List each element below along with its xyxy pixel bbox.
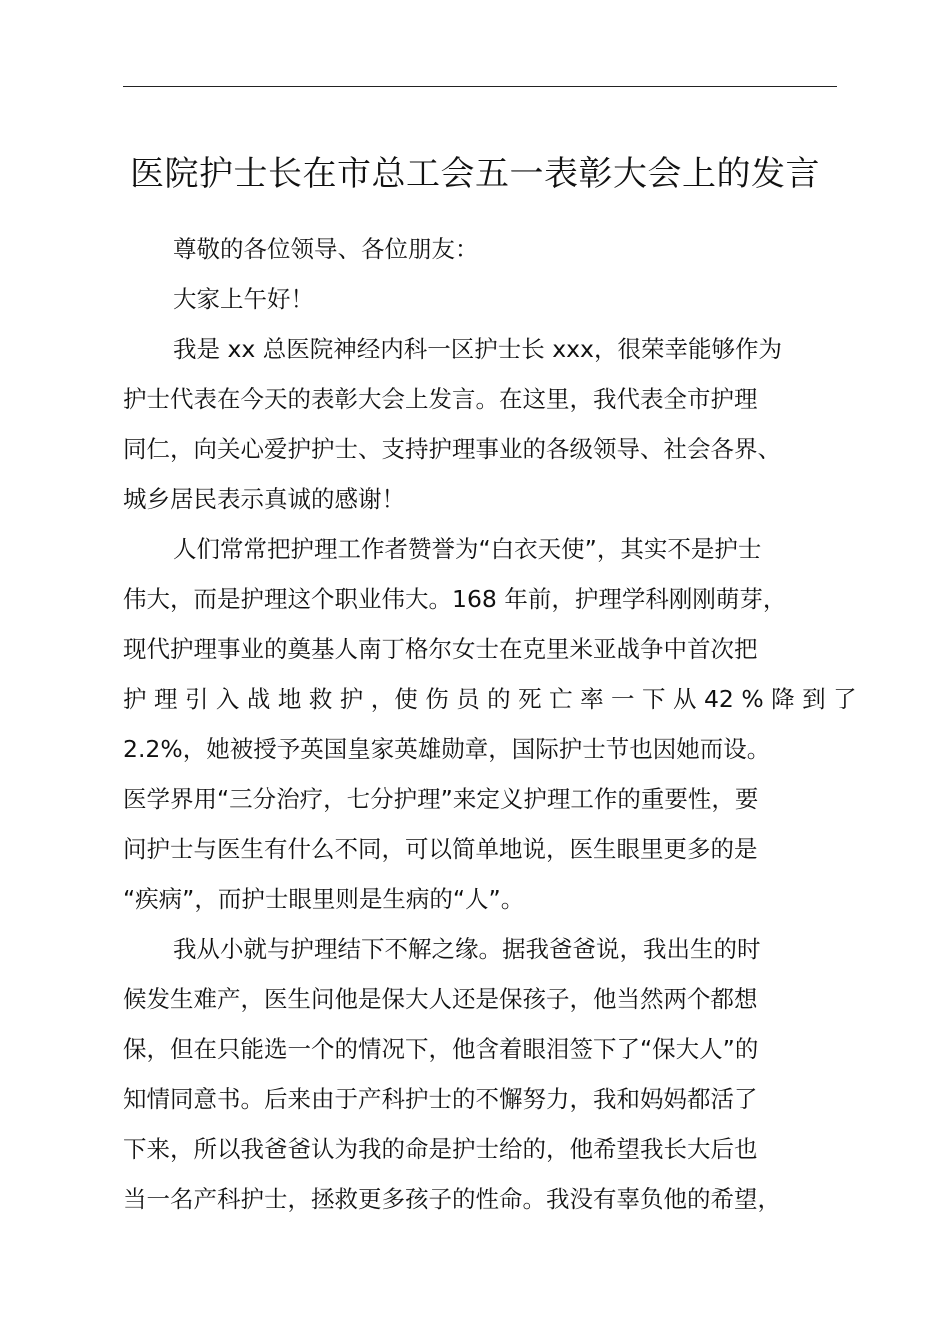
paragraph-line: 同仁，向关心爱护护士、支持护理事业的各级领导、社会各界、 (123, 435, 781, 463)
paragraph-line: 保，但在只能选一个的情况下，他含着眼泪签下了“保大人”的 (123, 1035, 759, 1063)
paragraph-line: 现代护理事业的奠基人南丁格尔女士在克里米亚战争中首次把 (123, 635, 758, 663)
document-body (123, 224, 857, 1224)
paragraph-line: 伟大，而是护理这个职业伟大。168 年前，护理学科刚刚萌芽， (123, 585, 787, 613)
document-title: 医院护士长在市总工会五一表彰大会上的发言 (130, 154, 820, 194)
paragraph-line: 我是 xx 总医院神经内科一区护士长 xxx，很荣幸能够作为 (173, 335, 782, 363)
paragraph-personal-story (123, 924, 837, 1224)
paragraph-line: 人们常常把护理工作者赞誉为“白衣天使”，其实不是护士 (173, 535, 762, 563)
paragraph-line: 护士代表在今天的表彰大会上发言。在这里，我代表全市护理 (123, 385, 758, 413)
paragraph-greeting (123, 274, 837, 324)
paragraph-line: 知情同意书。后来由于产科护士的不懈努力，我和妈妈都活了 (123, 1085, 758, 1113)
paragraph-line: 问护士与医生有什么不同，可以简单地说，医生眼里更多的是 (123, 835, 758, 863)
paragraph-line: 我从小就与护理结下不解之缘。据我爸爸说，我出生的时 (173, 935, 761, 963)
paragraph-line: “疾病”，而护士眼里则是生病的“人”。 (123, 885, 525, 913)
paragraph-line: 2.2%，她被授予英国皇家英雄勋章，国际护士节也因她而设。 (123, 735, 771, 763)
paragraph-line: 当一名产科护士，拯救更多孩子的性命。我没有辜负他的希望， (123, 1185, 781, 1213)
paragraph-line: 城乡居民表示真诚的感谢！ (123, 485, 405, 513)
header-rule (123, 86, 837, 87)
paragraph-line: 下来，所以我爸爸认为我的命是护士给的，他希望我长大后也 (123, 1135, 758, 1163)
paragraph-line: 候发生难产，医生问他是保大人还是保孩子，他当然两个都想 (123, 985, 758, 1013)
paragraph-line: 尊敬的各位领导、各位朋友： (173, 235, 479, 263)
paragraph-line: 大家上午好！ (173, 285, 314, 313)
paragraph-nursing-history (123, 524, 857, 924)
paragraph-line: 医学界用“三分治疗，七分护理”来定义护理工作的重要性，要 (123, 785, 759, 813)
paragraph-line: 护 理 引 入 战 地 救 护 ，使 伤 员 的 死 亡 率 一 下 从 42 % 降 到 了 (123, 685, 857, 713)
paragraph-salutation (123, 224, 837, 274)
paragraph-introduction (123, 324, 837, 524)
